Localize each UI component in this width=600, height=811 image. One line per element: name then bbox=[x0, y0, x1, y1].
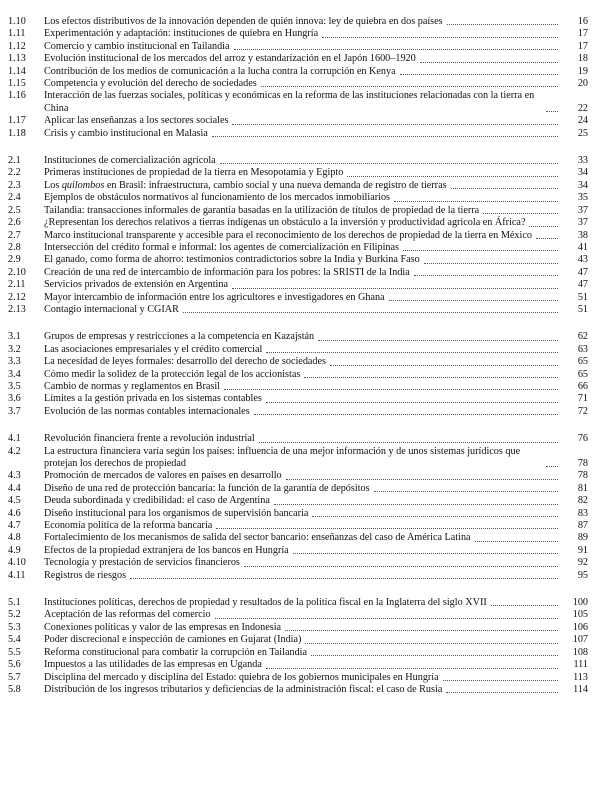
entry-page-number: 19 bbox=[577, 65, 588, 77]
toc-entry[interactable] bbox=[8, 90, 588, 115]
dot-leader bbox=[286, 479, 558, 480]
dot-leader bbox=[224, 389, 558, 390]
dot-leader bbox=[232, 124, 558, 125]
entry-number: 2.13 bbox=[8, 303, 26, 315]
entry-title: El ganado, como forma de ahorro: testimonios contradictorios sobre la India y Burkina Faso bbox=[44, 254, 420, 266]
dot-leader bbox=[304, 377, 558, 378]
toc-section bbox=[8, 16, 588, 140]
entry-number: 2.10 bbox=[8, 266, 26, 278]
toc-entry[interactable] bbox=[8, 470, 588, 482]
dot-leader bbox=[220, 163, 558, 164]
entry-number: 4.1 bbox=[8, 433, 21, 445]
entry-page-number: 18 bbox=[577, 53, 588, 65]
entry-title: Mayor intercambio de información entre los agricultores e investigadores en Ghana bbox=[44, 291, 385, 303]
entry-page-number: 25 bbox=[577, 127, 588, 139]
entry-number: 5.7 bbox=[8, 671, 21, 683]
dot-leader bbox=[374, 491, 558, 492]
dot-leader bbox=[403, 250, 558, 251]
entry-page-number: 37 bbox=[577, 204, 588, 216]
dot-leader bbox=[130, 578, 558, 579]
entry-page-number: 78 bbox=[577, 458, 588, 469]
entry-title: Evolución de las normas contables internacionales bbox=[44, 405, 250, 417]
toc-entry[interactable] bbox=[8, 684, 588, 696]
entry-page-number: 34 bbox=[577, 167, 588, 179]
dot-leader bbox=[212, 136, 558, 137]
entry-number: 2.5 bbox=[8, 204, 21, 216]
toc-entry[interactable] bbox=[8, 393, 588, 405]
entry-title: Conexiones políticas y valor de las empresas en Indonesia bbox=[44, 621, 282, 633]
entry-number: 4.11 bbox=[8, 569, 26, 581]
entry-page-number: 65 bbox=[577, 356, 588, 368]
toc-section bbox=[8, 597, 588, 696]
entry-page-number: 34 bbox=[577, 179, 588, 191]
dot-leader bbox=[183, 312, 558, 313]
entry-page-number: 81 bbox=[577, 482, 588, 494]
entry-number: 2.11 bbox=[8, 279, 26, 291]
toc-entry[interactable] bbox=[8, 557, 588, 569]
entry-title: Aceptación de las reformas del comercio bbox=[44, 609, 211, 621]
entry-title: ¿Representan los derechos relativos a tierras indígenas un obstáculo a la inversión y productividad agrícola en África? bbox=[44, 217, 526, 229]
dot-leader bbox=[274, 504, 558, 505]
toc-entry[interactable] bbox=[8, 180, 588, 192]
entry-page-number: 17 bbox=[577, 28, 588, 40]
entry-page-number: 47 bbox=[577, 266, 588, 278]
dot-leader bbox=[311, 655, 558, 656]
entry-number: 3.5 bbox=[8, 380, 21, 392]
entry-page-number: 38 bbox=[577, 229, 588, 241]
entry-number: 4.7 bbox=[8, 520, 21, 532]
entry-page-number: 100 bbox=[572, 597, 588, 609]
entry-page-number: 111 bbox=[573, 659, 588, 671]
toc-entry[interactable] bbox=[8, 41, 588, 53]
toc-entry[interactable] bbox=[8, 532, 588, 544]
dot-leader bbox=[259, 442, 558, 443]
entry-number: 2.3 bbox=[8, 179, 21, 191]
entry-page-number: 66 bbox=[577, 380, 588, 392]
entry-number: 2.9 bbox=[8, 254, 21, 266]
entry-title: Instituciones políticas, derechos de propiedad y resultados de la política fiscal en la Inglaterra del siglo XVII bbox=[44, 597, 487, 609]
toc-entry[interactable] bbox=[8, 217, 588, 229]
entry-number: 4.8 bbox=[8, 532, 21, 544]
toc-entry[interactable] bbox=[8, 28, 588, 40]
entry-number: 5.1 bbox=[8, 597, 21, 609]
toc-entry[interactable] bbox=[8, 545, 588, 557]
toc-entry[interactable] bbox=[8, 622, 588, 634]
toc-entry[interactable] bbox=[8, 483, 588, 495]
entry-number: 4.4 bbox=[8, 482, 21, 494]
entry-title: Contribución de los medios de comunicación a la lucha contra la corrupción en Kenya bbox=[44, 65, 396, 77]
toc-entry[interactable] bbox=[8, 634, 588, 646]
dot-leader bbox=[330, 365, 558, 366]
dot-leader bbox=[414, 275, 558, 276]
entry-title: Evolución institucional de los mercados del arroz y estandarización en el Japón 1600–1920 bbox=[44, 53, 416, 65]
dot-leader bbox=[420, 62, 558, 63]
toc-entry[interactable] bbox=[8, 508, 588, 520]
entry-page-number: 71 bbox=[577, 393, 588, 405]
entry-number: 4.9 bbox=[8, 544, 21, 556]
toc-entry[interactable] bbox=[8, 115, 588, 127]
entry-title: Comercio y cambio institucional en Tailandia bbox=[44, 40, 230, 52]
entry-page-number: 105 bbox=[572, 609, 588, 621]
entry-number: 4.10 bbox=[8, 557, 26, 569]
toc-entry[interactable] bbox=[8, 609, 588, 621]
toc-entry[interactable] bbox=[8, 495, 588, 507]
entry-page-number: 43 bbox=[577, 254, 588, 266]
entry-page-number: 114 bbox=[573, 683, 588, 695]
entry-number: 1.14 bbox=[8, 65, 26, 77]
toc-entry[interactable] bbox=[8, 53, 588, 65]
entry-page-number: 63 bbox=[577, 343, 588, 355]
entry-title: La estructura financiera varía según los países: influencia de una mejor información y de unos sistemas jurídicos que protejan los derechos de propiedad bbox=[44, 445, 521, 469]
toc-entry[interactable] bbox=[8, 230, 588, 242]
entry-number: 3.2 bbox=[8, 343, 21, 355]
entry-title: Interacción de las fuerzas sociales, políticas y económicas en la reforma de las instituciones relacionadas con la tierra en China bbox=[44, 90, 535, 114]
entry-title: La necesidad de leyes formales: desarrollo del derecho de sociedades bbox=[44, 356, 327, 368]
dot-leader bbox=[394, 201, 558, 202]
entry-page-number: 16 bbox=[577, 16, 588, 27]
dot-leader bbox=[312, 516, 558, 517]
dot-leader bbox=[285, 630, 558, 631]
entry-page-number: 20 bbox=[577, 78, 588, 90]
toc-entry[interactable] bbox=[8, 520, 588, 532]
entry-title: Distribución de los ingresos tributarios y deficiencias de la administración fiscal: el caso de Rusia bbox=[44, 683, 443, 695]
entry-title: Ejemplos de obstáculos normativos al funcionamiento de los mercados inmobiliarios bbox=[44, 192, 391, 204]
entry-page-number: 87 bbox=[577, 520, 588, 532]
entry-title: Los quilombos en Brasil: infraestructura, cambio social y una nueva demanda de registro de tierras bbox=[44, 179, 447, 191]
dot-leader bbox=[305, 643, 558, 644]
entry-title: Diseño institucional para los organismos de supervisión bancaria bbox=[44, 507, 309, 519]
toc-entry[interactable] bbox=[8, 155, 588, 167]
entry-number: 3.6 bbox=[8, 393, 21, 405]
entry-title: Poder discrecional e inspección de camiones en Gujarat (India) bbox=[44, 634, 302, 646]
dot-leader bbox=[475, 541, 558, 542]
entry-number: 3.3 bbox=[8, 356, 21, 368]
toc-entry[interactable] bbox=[8, 66, 588, 78]
entry-title: Reforma constitucional para combatir la corrupción en Tailandia bbox=[44, 646, 308, 658]
entry-number: 3.7 bbox=[8, 405, 21, 417]
dot-leader bbox=[446, 692, 558, 693]
entry-title: Tecnología y prestación de servicios financieros bbox=[44, 557, 240, 569]
entry-number: 2.1 bbox=[8, 155, 21, 167]
entry-page-number: 51 bbox=[577, 303, 588, 315]
entry-title: Efectos de la propiedad extranjera de los bancos en Hungría bbox=[44, 544, 289, 556]
entry-title: Competencia y evolución del derecho de sociedades bbox=[44, 78, 257, 90]
dot-leader bbox=[483, 213, 558, 214]
toc-section bbox=[8, 155, 588, 316]
entry-title: Tailandia: transacciones informales de garantía basadas en la utilización de títulos de propiedad de la tierra bbox=[44, 204, 480, 216]
toc-entry[interactable] bbox=[8, 331, 588, 343]
entry-number: 2.7 bbox=[8, 229, 21, 241]
toc-entry[interactable] bbox=[8, 128, 588, 140]
toc-entry[interactable] bbox=[8, 570, 588, 582]
toc-entry[interactable] bbox=[8, 205, 588, 217]
toc-entry[interactable] bbox=[8, 446, 588, 471]
toc-entry[interactable] bbox=[8, 267, 588, 279]
entry-page-number: 17 bbox=[577, 40, 588, 52]
entry-title: Diseño de una red de protección bancaria: la función de la garantía de depósitos bbox=[44, 482, 370, 494]
entry-number: 5.3 bbox=[8, 621, 21, 633]
entry-title: Registros de riesgos bbox=[44, 569, 127, 581]
entry-number: 1.15 bbox=[8, 78, 26, 90]
entry-title: Deuda subordinada y credibilidad: el caso de Argentina bbox=[44, 495, 270, 507]
entry-number: 2.12 bbox=[8, 291, 26, 303]
dot-leader bbox=[266, 352, 558, 353]
toc-entry[interactable] bbox=[8, 242, 588, 254]
entry-title: Grupos de empresas y restricciones a la competencia en Kazajstán bbox=[44, 331, 315, 343]
dot-leader bbox=[293, 553, 558, 554]
entry-page-number: 76 bbox=[577, 433, 588, 445]
entry-page-number: 108 bbox=[572, 646, 588, 658]
entry-page-number: 83 bbox=[577, 507, 588, 519]
toc-section bbox=[8, 331, 588, 418]
entry-number: 4.6 bbox=[8, 507, 21, 519]
entry-number: 5.6 bbox=[8, 659, 21, 671]
toc-entry[interactable] bbox=[8, 356, 588, 368]
dot-leader bbox=[322, 37, 558, 38]
dot-leader bbox=[347, 176, 558, 177]
entry-number: 1.18 bbox=[8, 127, 26, 139]
entry-number: 5.5 bbox=[8, 646, 21, 658]
dot-leader bbox=[234, 49, 558, 50]
entry-page-number: 113 bbox=[573, 671, 588, 683]
toc-entry[interactable] bbox=[8, 344, 588, 356]
entry-page-number: 33 bbox=[577, 155, 588, 167]
entry-page-number: 72 bbox=[577, 405, 588, 417]
dot-leader bbox=[261, 86, 558, 87]
entry-number: 1.16 bbox=[8, 90, 26, 102]
dot-leader bbox=[491, 605, 558, 606]
toc-entry[interactable] bbox=[8, 254, 588, 266]
entry-page-number: 22 bbox=[577, 102, 588, 114]
entry-title: Creación de una red de intercambio de información para los pobres: la SRISTI de la India bbox=[44, 266, 410, 278]
dot-leader bbox=[254, 414, 558, 415]
entry-number: 3.1 bbox=[8, 331, 21, 343]
entry-page-number: 24 bbox=[577, 115, 588, 127]
dot-leader bbox=[216, 528, 558, 529]
entry-page-number: 51 bbox=[577, 291, 588, 303]
dot-leader bbox=[529, 226, 558, 227]
entry-page-number: 62 bbox=[577, 331, 588, 343]
dot-leader bbox=[400, 74, 558, 75]
entry-number: 1.10 bbox=[8, 16, 26, 27]
dot-leader bbox=[215, 618, 558, 619]
entry-title: Servicios privados de extensión en Argentina bbox=[44, 279, 228, 291]
entry-number: 1.13 bbox=[8, 53, 26, 65]
toc-entry[interactable] bbox=[8, 597, 588, 609]
entry-page-number: 41 bbox=[577, 241, 588, 253]
entry-title: Crisis y cambio institucional en Malasia bbox=[44, 127, 208, 139]
entry-title: Límites a la gestión privada en los sistemas contables bbox=[44, 393, 262, 405]
entry-title: Fortalecimiento de los mecanismos de salida del sector bancario: enseñanzas del caso de América Latina bbox=[44, 532, 471, 544]
entry-title: Los efectos distributivos de la innovación dependen de quién innova: ley de quiebra en dos países bbox=[44, 16, 443, 27]
entry-page-number: 107 bbox=[572, 634, 588, 646]
entry-number: 2.6 bbox=[8, 217, 21, 229]
entry-title: Revolución financiera frente a revolución industrial bbox=[44, 433, 255, 445]
entry-page-number: 89 bbox=[577, 532, 588, 544]
entry-title: Instituciones de comercialización agrícola bbox=[44, 155, 216, 167]
entry-title: Aplicar las enseñanzas a los sectores sociales bbox=[44, 115, 229, 127]
entry-page-number: 95 bbox=[577, 569, 588, 581]
entry-title: Disciplina del mercado y disciplina del Estado: quiebra de los gobiernos municipales en Hungría bbox=[44, 671, 439, 683]
entry-page-number: 92 bbox=[577, 557, 588, 569]
toc-entry[interactable] bbox=[8, 647, 588, 659]
toc-entry[interactable] bbox=[8, 78, 588, 90]
entry-title: Economía política de la reforma bancaria bbox=[44, 520, 213, 532]
toc-entry[interactable] bbox=[8, 192, 588, 204]
dot-leader bbox=[451, 188, 558, 189]
entry-page-number: 35 bbox=[577, 192, 588, 204]
toc-entry[interactable] bbox=[8, 433, 588, 445]
entry-number: 1.11 bbox=[8, 28, 26, 40]
entry-title: Cambio de normas y reglamentos en Brasil bbox=[44, 380, 220, 392]
dot-leader bbox=[266, 668, 558, 669]
entry-title: Marco institucional transparente y accesible para el reconocimiento de los derechos de propiedad de la tierra en México bbox=[44, 229, 532, 241]
entry-page-number: 37 bbox=[577, 217, 588, 229]
toc-entry[interactable] bbox=[8, 304, 588, 316]
dot-leader bbox=[546, 111, 558, 112]
entry-number: 2.4 bbox=[8, 192, 21, 204]
entry-page-number: 91 bbox=[577, 544, 588, 556]
dot-leader bbox=[443, 680, 558, 681]
entry-number: 4.2 bbox=[8, 445, 21, 457]
entry-number: 4.3 bbox=[8, 470, 21, 482]
dot-leader bbox=[389, 300, 558, 301]
entry-title: Cómo medir la solidez de la protección legal de los accionistas bbox=[44, 368, 301, 380]
toc-entry[interactable] bbox=[8, 659, 588, 671]
entry-number: 4.5 bbox=[8, 495, 21, 507]
dot-leader bbox=[266, 402, 558, 403]
dot-leader bbox=[447, 24, 558, 25]
entry-title: Las asociaciones empresariales y el crédito comercial bbox=[44, 343, 263, 355]
toc-entry[interactable] bbox=[8, 16, 588, 28]
entry-number: 5.2 bbox=[8, 609, 21, 621]
entry-title: Impuestos a las utilidades de las empresas en Uganda bbox=[44, 659, 262, 671]
entry-title: Promoción de mercados de valores en países en desarrollo bbox=[44, 470, 282, 482]
entry-page-number: 47 bbox=[577, 279, 588, 291]
dot-leader bbox=[318, 340, 558, 341]
toc-entry[interactable] bbox=[8, 406, 588, 418]
entry-page-number: 82 bbox=[577, 495, 588, 507]
dot-leader bbox=[546, 466, 558, 467]
toc-entry[interactable] bbox=[8, 292, 588, 304]
toc-entry[interactable] bbox=[8, 381, 588, 393]
entry-number: 1.12 bbox=[8, 40, 26, 52]
entry-number: 3.4 bbox=[8, 368, 21, 380]
entry-number: 2.8 bbox=[8, 241, 21, 253]
entry-title: Contagio internacional y CGIAR bbox=[44, 303, 179, 315]
entry-number: 1.17 bbox=[8, 115, 26, 127]
entry-number: 5.8 bbox=[8, 683, 21, 695]
entry-page-number: 78 bbox=[577, 470, 588, 482]
dot-leader bbox=[536, 238, 558, 239]
entry-number: 5.4 bbox=[8, 634, 21, 646]
entry-page-number: 106 bbox=[572, 621, 588, 633]
entry-title: Primeras instituciones de propiedad de la tierra en Mesopotamia y Egipto bbox=[44, 167, 344, 179]
toc-entry[interactable] bbox=[8, 672, 588, 684]
entry-number: 2.2 bbox=[8, 167, 21, 179]
toc-section bbox=[8, 433, 588, 582]
dot-leader bbox=[244, 566, 558, 567]
dot-leader bbox=[232, 288, 558, 289]
entry-page-number: 65 bbox=[577, 368, 588, 380]
toc-entry[interactable] bbox=[8, 167, 588, 179]
entry-title: Experimentación y adaptación: instituciones de quiebra en Hungría bbox=[44, 28, 319, 40]
dot-leader bbox=[424, 263, 558, 264]
toc-entry[interactable] bbox=[8, 279, 588, 291]
toc-entry[interactable] bbox=[8, 369, 588, 381]
entry-title: Intersección del crédito formal e informal: los agentes de comercialización en Filipinas bbox=[44, 241, 400, 253]
